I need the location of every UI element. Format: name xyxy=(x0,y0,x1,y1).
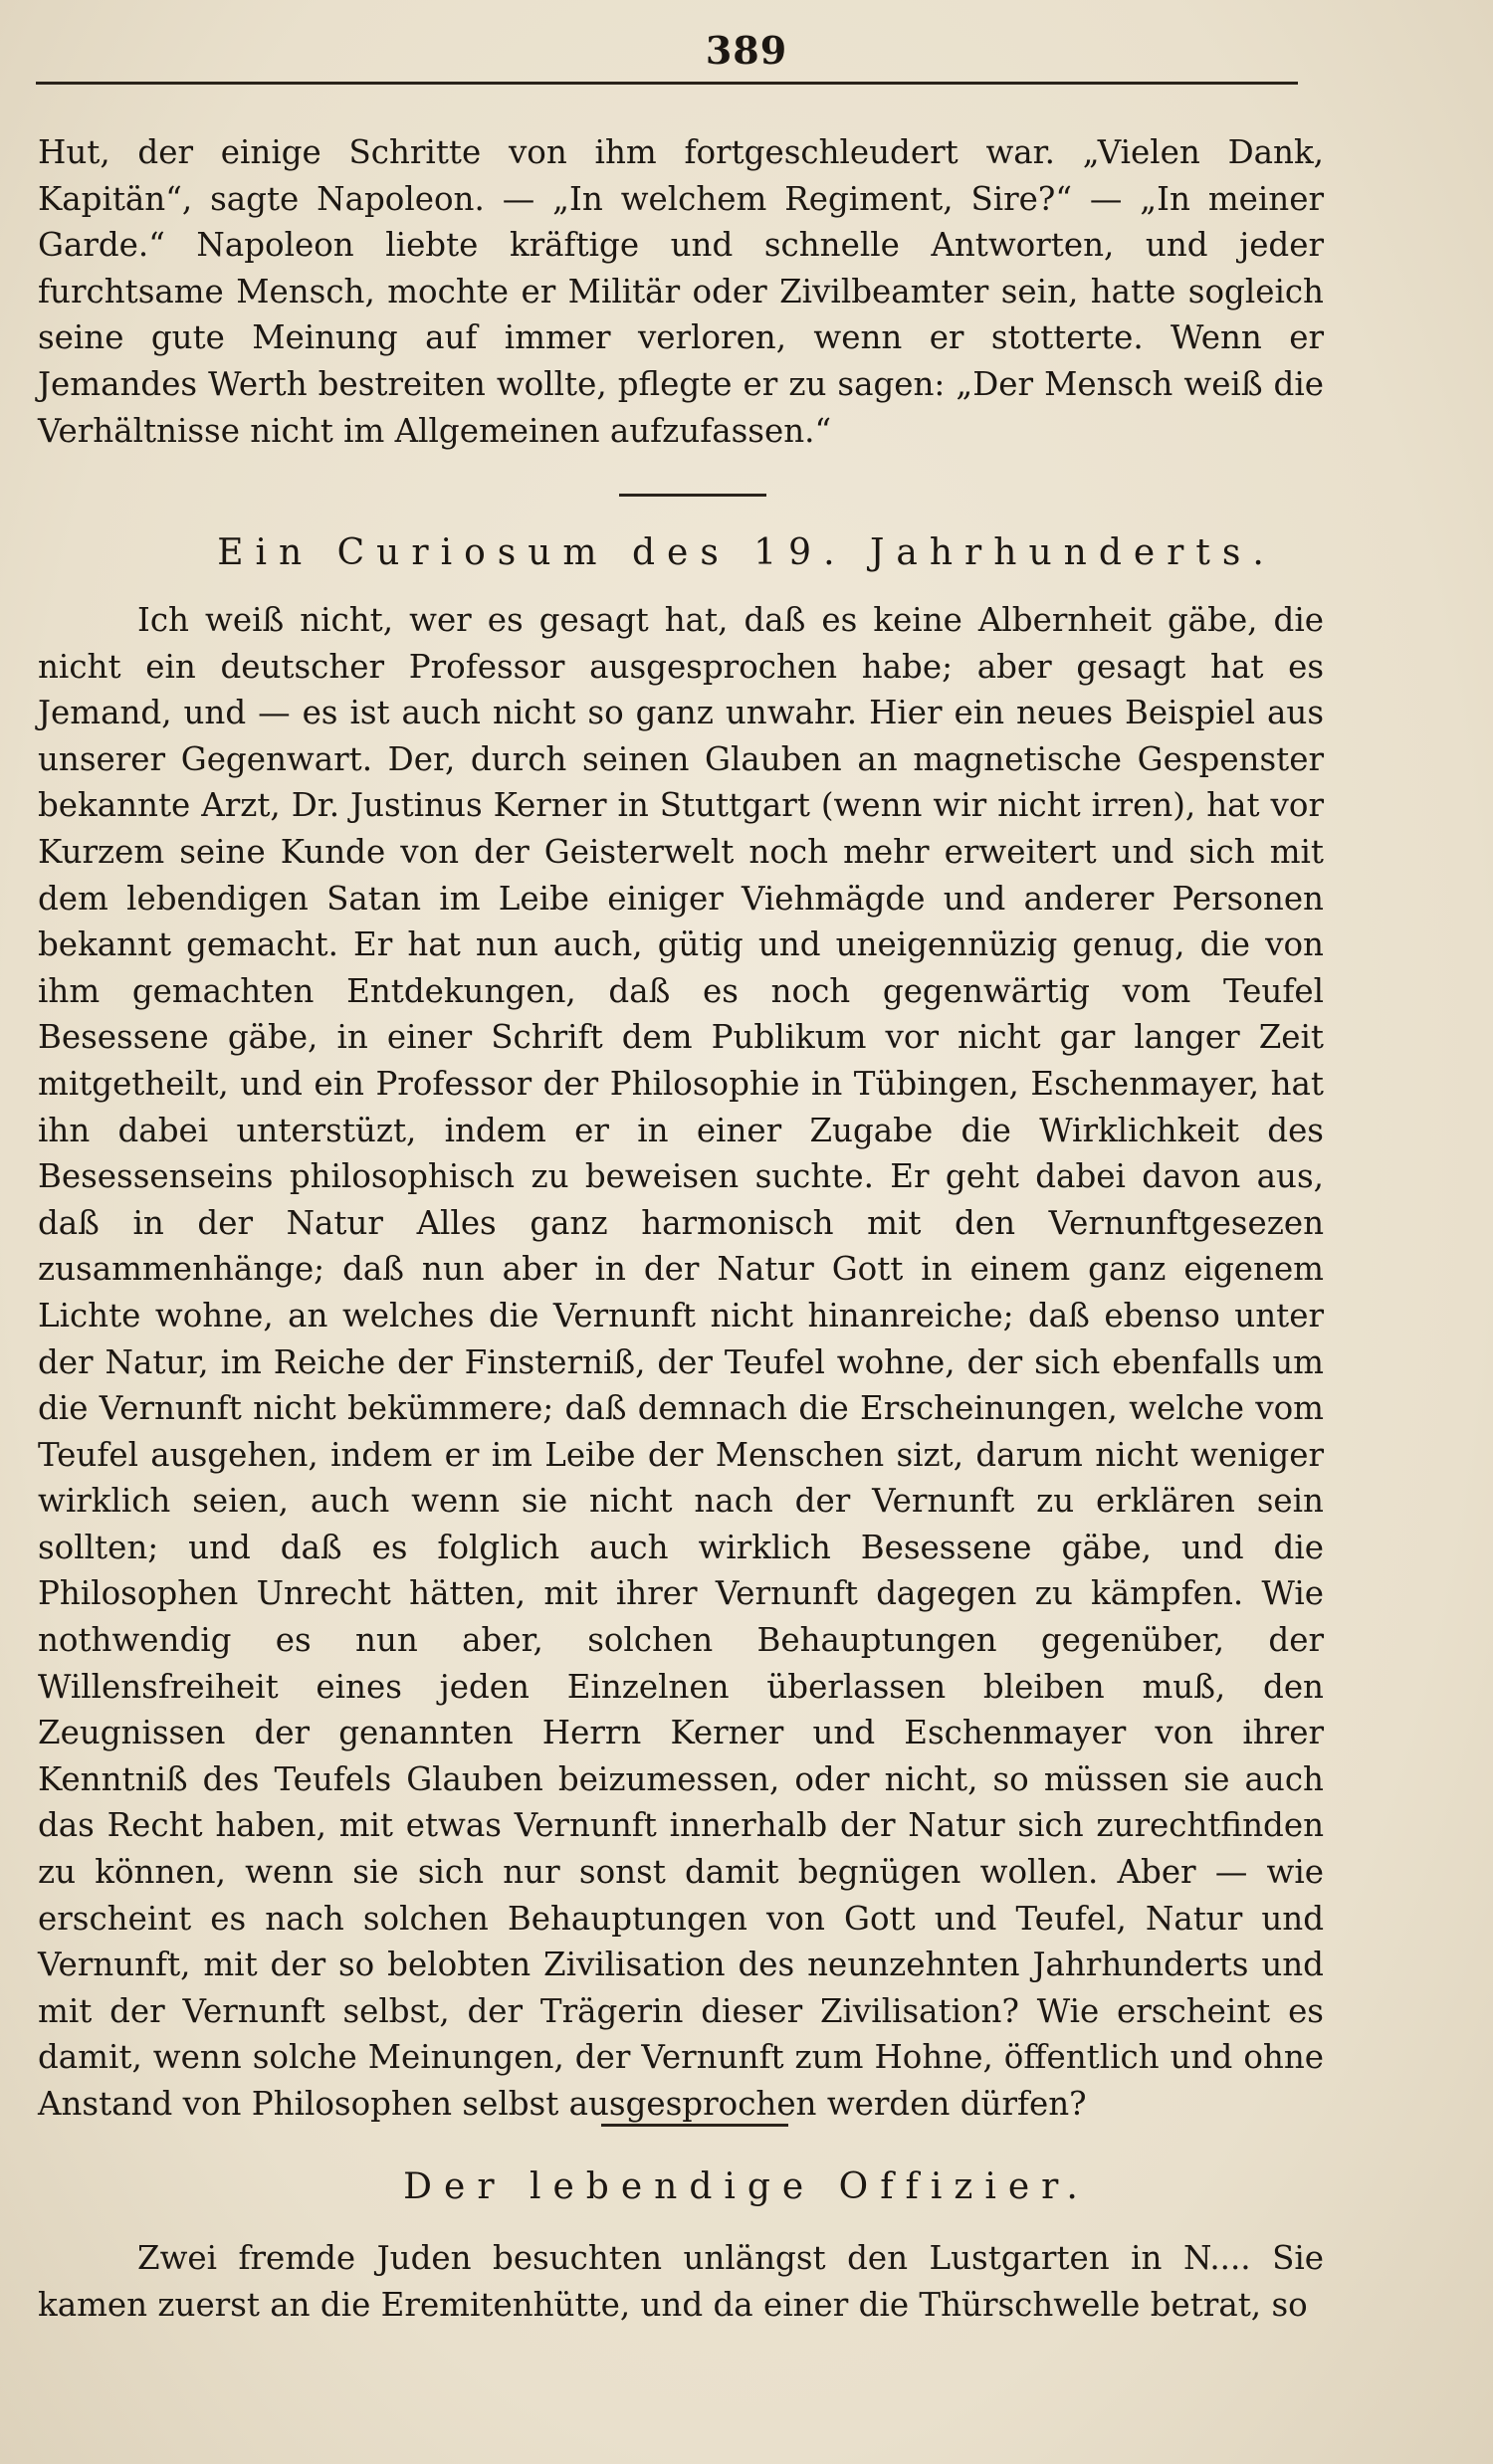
previous-article-ending xyxy=(38,129,1324,454)
article-curiosum-body: Ich weiß nicht, wer es gesagt hat, daß es keine Albernheit gäbe, die nicht ein deutscher Professor ausgesprochen habe; aber gesagt hat es Jemand, und — es ist auch nicht so ganz unwahr. Hier ein neues Beispiel aus unserer Gegenwart. Der, durch seinen Glauben an magnetische Gespenster bekannte Arzt, Dr. Justinus Kerner in Stuttgart (wenn wir nicht irren), hat vor Kurzem seine Kunde von der Geisterwelt noch mehr erweitert und sich mit dem lebendigen Satan im Leibe einiger Viehmägde und anderer Personen bekannt gemacht. Er hat nun auch, gütig und uneigennüzig genug, die von ihm gemachten Entdekungen, daß es noch gegenwärtig vom Teufel Besessene gäbe, in einer Schrift dem Publikum vor nicht gar langer Zeit mitgetheilt, und ein Professor der Philosophie in Tübingen, Eschenmayer, hat ihn dabei unterstüzt, indem er in einer Zugabe die Wirklichkeit des Besessenseins philosophisch zu beweisen suchte. Er geht dabei davon aus, daß in der Natur Alles ganz harmonisch mit den Vernunftgesezen zusammenhänge; daß nun aber in der Natur Gott in einem ganz eigenem Lichte wohne, an welches die Vernunft nicht hinanreiche; daß ebenso unter der Natur, im Reiche der Finsterniß, der Teufel wohne, der sich ebenfalls um die Vernunft nicht bekümmere; daß demnach die Erscheinungen, welche vom Teufel ausgehen, indem er im Leibe der Menschen sizt, darum nicht weniger wirklich seien, auch wenn sie nicht nach der Vernunft zu erklären sein sollten; und daß es folglich auch wirklich Besessene gäbe, und die Philosophen Unrecht hätten, mit ihrer Vernunft dagegen zu kämpfen. Wie nothwendig es nun aber, solchen Behauptungen gegenüber, der Willensfreiheit eines jeden Einzelnen überlassen bleiben muß, den Zeugnissen der genannten Herrn Kerner und Eschenmayer von ihrer Kenntniß des Teufels Glauben beizumessen, oder nicht, so müssen sie auch das Recht haben, mit etwas Vernunft innerhalb der Natur sich zurechtfinden zu können, wenn sie sich nur sonst damit begnügen wollen. Aber — wie erscheint es nach solchen Behauptungen von Gott und Teufel, Natur und Vernunft, mit der so belobten Zivilisation des neunzehnten Jahrhunderts und mit der Vernunft selbst, der Trägerin dieser Zivilisation? Wie erscheint es damit, wenn solche Meinungen, der Vernunft zum Hohne, öffentlich und ohne Anstand von Philosophen selbst ausgesprochen werden dürfen? xyxy=(38,601,1324,2123)
article-title-offizier: Der lebendige Offizier. xyxy=(403,2166,1090,2207)
section-divider xyxy=(619,494,766,497)
page-number: 389 xyxy=(705,28,788,73)
section-divider xyxy=(601,2124,788,2127)
article-offizier xyxy=(38,2235,1324,2328)
article-curiosum xyxy=(38,597,1324,2128)
article-offizier-body: Zwei fremde Juden besuchten unlängst den Lustgarten in N.... Sie kamen zuerst an die Eremitenhütte, und da einer die Thürschwelle betrat, so xyxy=(38,2239,1324,2324)
article-end-paragraph: Hut, der einige Schritte von ihm fortgeschleudert war. „Vielen Dank, Kapitän“, sagte Napoleon. — „In welchem Regiment, Sire?“ — „In meiner Garde.“ Napoleon liebte kräftige und schnelle Antworten, und jeder furchtsame Mensch, mochte er Militär oder Zivilbeamter sein, hatte sogleich seine gute Meinung auf immer verloren, wenn er stotterte. Wenn er Jemandes Werth bestreiten wollte, pflegte er zu sagen: „Der Mensch weiß die Verhältnisse nicht im Allgemeinen aufzufassen.“ xyxy=(38,133,1324,450)
header-rule xyxy=(36,82,1298,85)
article-title-curiosum: Ein Curiosum des 19. Jahrhunderts. xyxy=(217,532,1276,573)
